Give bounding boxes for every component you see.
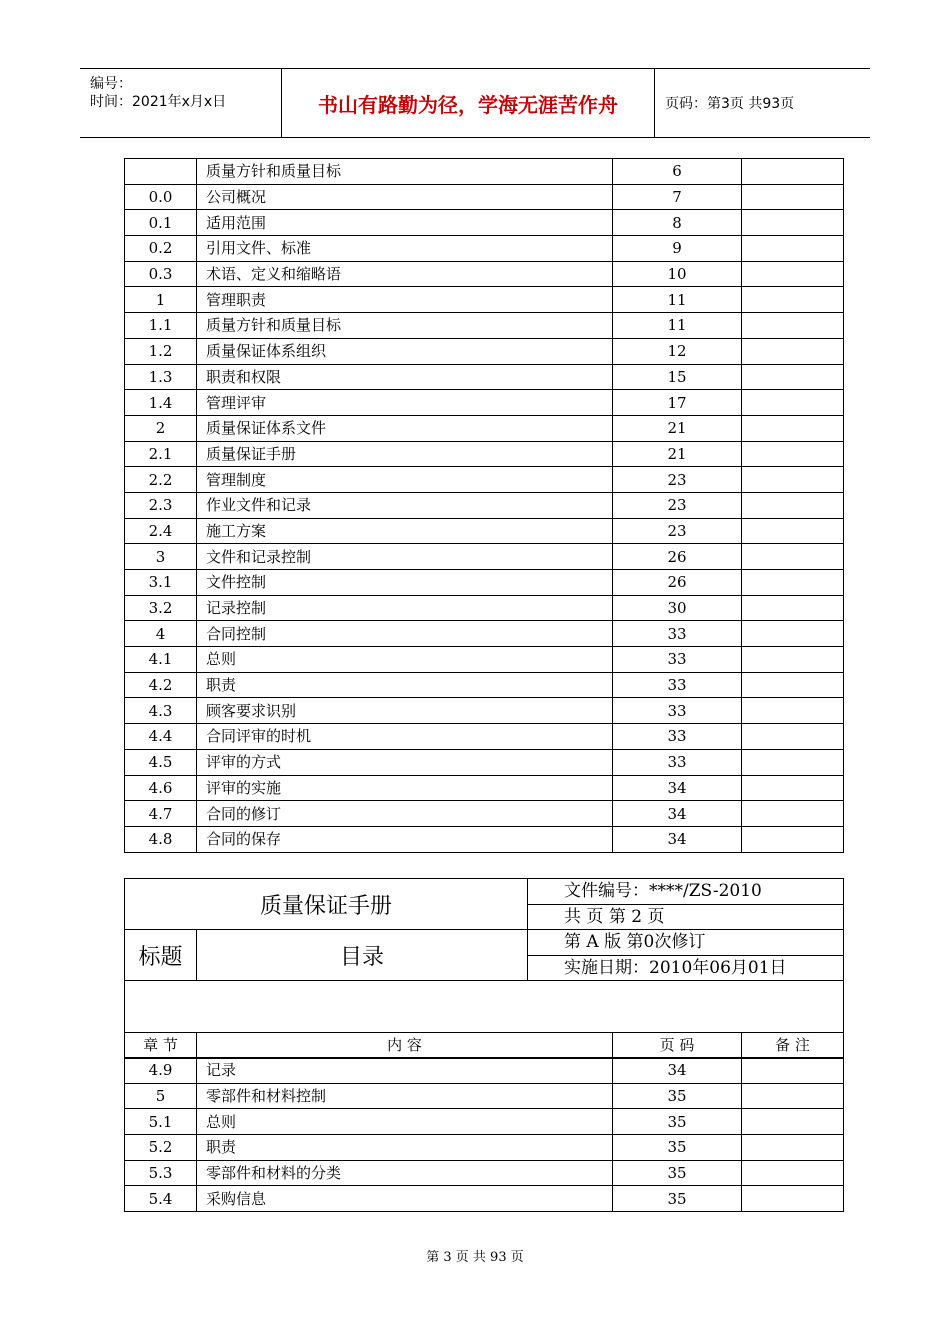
note-cell xyxy=(742,390,844,416)
page-number: 33 xyxy=(613,621,742,647)
note-cell xyxy=(742,1109,844,1135)
toc-table-top xyxy=(124,158,844,853)
section-title: 作业文件和记录 xyxy=(197,492,613,518)
section-title: 质量保证手册 xyxy=(197,441,613,467)
note-cell xyxy=(742,467,844,493)
page-number: 8 xyxy=(613,210,742,236)
section-number: 5.3 xyxy=(125,1160,197,1186)
section-title: 采购信息 xyxy=(197,1186,613,1212)
section-number: 1.4 xyxy=(125,390,197,416)
section-number: 4.6 xyxy=(125,775,197,801)
note-cell xyxy=(742,544,844,570)
col-header-chapter: 章 节 xyxy=(125,1033,197,1059)
table-row xyxy=(125,492,844,518)
table-row xyxy=(125,749,844,775)
section-title: 质量保证体系文件 xyxy=(197,415,613,441)
section-title: 合同评审的时机 xyxy=(197,724,613,750)
section-title: 质量保证体系组织 xyxy=(197,338,613,364)
page-number: 23 xyxy=(613,492,742,518)
note-cell xyxy=(742,775,844,801)
section-number: 1.3 xyxy=(125,364,197,390)
section-title: 评审的实施 xyxy=(197,775,613,801)
section-number: 4.2 xyxy=(125,672,197,698)
section-number: 0.0 xyxy=(125,184,197,210)
section-title: 管理评审 xyxy=(197,390,613,416)
page-number: 35 xyxy=(613,1186,742,1212)
section-number: 2.4 xyxy=(125,518,197,544)
section-number: 5.2 xyxy=(125,1135,197,1161)
section-number: 4.3 xyxy=(125,698,197,724)
note-cell xyxy=(742,724,844,750)
note-cell xyxy=(742,287,844,313)
section-number: 2.3 xyxy=(125,492,197,518)
section-title: 引用文件、标准 xyxy=(197,236,613,262)
section-number: 2.2 xyxy=(125,467,197,493)
section-title: 零部件和材料控制 xyxy=(197,1083,613,1109)
section-number: 0.3 xyxy=(125,261,197,287)
page-number: 33 xyxy=(613,749,742,775)
note-cell xyxy=(742,364,844,390)
table-row xyxy=(125,184,844,210)
page-number: 34 xyxy=(613,801,742,827)
page-number: 26 xyxy=(613,544,742,570)
table-row xyxy=(125,544,844,570)
note-cell xyxy=(742,492,844,518)
section-title: 合同控制 xyxy=(197,621,613,647)
section-title: 顾客要求识别 xyxy=(197,698,613,724)
table-row xyxy=(125,570,844,596)
note-cell xyxy=(742,801,844,827)
section-title: 总则 xyxy=(197,647,613,673)
page-count: 共 页 第 2 页 xyxy=(528,904,844,930)
note-cell xyxy=(742,210,844,236)
page-number: 35 xyxy=(613,1160,742,1186)
page-number: 35 xyxy=(613,1109,742,1135)
note-cell xyxy=(742,1186,844,1212)
note-cell xyxy=(742,672,844,698)
section-number: 0.1 xyxy=(125,210,197,236)
section-number: 1.2 xyxy=(125,338,197,364)
manual-title-block xyxy=(124,878,844,1059)
section-number: 4 xyxy=(125,621,197,647)
page-number: 11 xyxy=(613,287,742,313)
note-cell xyxy=(742,338,844,364)
page-number: 15 xyxy=(613,364,742,390)
note-cell xyxy=(742,261,844,287)
table-row xyxy=(125,236,844,262)
section-title: 文件控制 xyxy=(197,570,613,596)
section-number: 4.8 xyxy=(125,826,197,852)
table-row xyxy=(125,621,844,647)
table-row xyxy=(125,698,844,724)
doc-number: 文件编号：****/ZS-2010 xyxy=(528,879,844,905)
col-header-note: 备 注 xyxy=(742,1033,844,1059)
header-motto: 书山有路勤为径，学海无涯苦作舟 xyxy=(282,69,655,137)
note-cell xyxy=(742,415,844,441)
blank-row xyxy=(125,981,844,1033)
page-number: 12 xyxy=(613,338,742,364)
note-cell xyxy=(742,184,844,210)
note-cell xyxy=(742,826,844,852)
page-number: 35 xyxy=(613,1135,742,1161)
section-title: 管理职责 xyxy=(197,287,613,313)
page-number: 9 xyxy=(613,236,742,262)
section-title: 职责 xyxy=(197,672,613,698)
col-header-content: 内 容 xyxy=(197,1033,613,1059)
section-title: 合同的保存 xyxy=(197,826,613,852)
page-number: 23 xyxy=(613,518,742,544)
doc-date-label: 时间：2021年x月x日 xyxy=(90,94,227,110)
table-row xyxy=(125,1135,844,1161)
table-row xyxy=(125,441,844,467)
note-cell xyxy=(742,518,844,544)
section-number: 1 xyxy=(125,287,197,313)
section-number: 1.1 xyxy=(125,313,197,339)
table-row xyxy=(125,672,844,698)
page-number: 34 xyxy=(613,826,742,852)
header-page-info: 页码：第3页 共93页 xyxy=(665,96,795,112)
section-title: 术语、定义和缩略语 xyxy=(197,261,613,287)
table-row xyxy=(125,1186,844,1212)
note-cell xyxy=(742,1160,844,1186)
section-number: 5.1 xyxy=(125,1109,197,1135)
table-row xyxy=(125,647,844,673)
effective-date: 实施日期：2010年06月01日 xyxy=(528,955,844,981)
page-header xyxy=(80,68,870,138)
section-number: 2 xyxy=(125,415,197,441)
section-title: 文件和记录控制 xyxy=(197,544,613,570)
section-title: 记录控制 xyxy=(197,595,613,621)
note-cell xyxy=(742,441,844,467)
table-row xyxy=(125,801,844,827)
note-cell xyxy=(742,595,844,621)
page-number: 17 xyxy=(613,390,742,416)
page-number: 26 xyxy=(613,570,742,596)
table-row xyxy=(125,313,844,339)
table-row xyxy=(125,826,844,852)
manual-title: 质量保证手册 xyxy=(125,879,528,930)
table-row xyxy=(125,1160,844,1186)
table-row xyxy=(125,1083,844,1109)
section-title: 记录 xyxy=(197,1058,613,1084)
section-number: 4.4 xyxy=(125,724,197,750)
table-row xyxy=(125,287,844,313)
note-cell xyxy=(742,570,844,596)
note-cell xyxy=(742,1058,844,1084)
section-title: 总则 xyxy=(197,1109,613,1135)
section-number: 4.7 xyxy=(125,801,197,827)
section-number: 4.9 xyxy=(125,1058,197,1084)
section-number: 0.2 xyxy=(125,236,197,262)
table-row xyxy=(125,724,844,750)
table-row xyxy=(125,261,844,287)
section-number: 3.2 xyxy=(125,595,197,621)
section-number: 3 xyxy=(125,544,197,570)
table-row xyxy=(125,210,844,236)
page-number: 35 xyxy=(613,1083,742,1109)
subject-title: 目录 xyxy=(197,930,528,981)
table-row xyxy=(125,467,844,493)
section-title: 零部件和材料的分类 xyxy=(197,1160,613,1186)
table-row xyxy=(125,1109,844,1135)
page-number: 33 xyxy=(613,724,742,750)
header-info-cell xyxy=(80,69,282,137)
section-number: 3.1 xyxy=(125,570,197,596)
page-number: 10 xyxy=(613,261,742,287)
section-title: 合同的修订 xyxy=(197,801,613,827)
table-row xyxy=(125,338,844,364)
section-number: 4.1 xyxy=(125,647,197,673)
section-title: 职责和权限 xyxy=(197,364,613,390)
toc-table-bottom xyxy=(124,1057,844,1212)
page-number: 11 xyxy=(613,313,742,339)
note-cell xyxy=(742,159,844,185)
table-row xyxy=(125,775,844,801)
page-number: 23 xyxy=(613,467,742,493)
section-title: 公司概况 xyxy=(197,184,613,210)
section-number: 2.1 xyxy=(125,441,197,467)
section-title: 管理制度 xyxy=(197,467,613,493)
subject-label: 标题 xyxy=(125,930,197,981)
page-number: 33 xyxy=(613,698,742,724)
section-number: 5.4 xyxy=(125,1186,197,1212)
table-row xyxy=(125,390,844,416)
page-number: 33 xyxy=(613,672,742,698)
note-cell xyxy=(742,236,844,262)
table-row xyxy=(125,364,844,390)
section-title: 质量方针和质量目标 xyxy=(197,313,613,339)
section-title: 施工方案 xyxy=(197,518,613,544)
page-number: 21 xyxy=(613,415,742,441)
note-cell xyxy=(742,698,844,724)
section-title: 质量方针和质量目标 xyxy=(197,159,613,185)
section-title: 适用范围 xyxy=(197,210,613,236)
page-number: 7 xyxy=(613,184,742,210)
table-row xyxy=(125,518,844,544)
note-cell xyxy=(742,1083,844,1109)
page-number: 34 xyxy=(613,775,742,801)
page-footer: 第 3 页 共 93 页 xyxy=(426,1250,524,1265)
note-cell xyxy=(742,313,844,339)
page-number: 21 xyxy=(613,441,742,467)
section-number: 4.5 xyxy=(125,749,197,775)
section-number: 5 xyxy=(125,1083,197,1109)
note-cell xyxy=(742,749,844,775)
note-cell xyxy=(742,621,844,647)
page-number: 30 xyxy=(613,595,742,621)
table-row xyxy=(125,1058,844,1084)
col-header-page: 页 码 xyxy=(613,1033,742,1059)
page-number: 33 xyxy=(613,647,742,673)
table-row xyxy=(125,415,844,441)
note-cell xyxy=(742,1135,844,1161)
page-number: 6 xyxy=(613,159,742,185)
note-cell xyxy=(742,647,844,673)
doc-code-label: 编号： xyxy=(90,76,132,92)
table-row xyxy=(125,595,844,621)
section-title: 评审的方式 xyxy=(197,749,613,775)
table-row xyxy=(125,159,844,185)
section-title: 职责 xyxy=(197,1135,613,1161)
page-number: 34 xyxy=(613,1058,742,1084)
version-info: 第 A 版 第0次修订 xyxy=(528,930,844,956)
section-number xyxy=(125,159,197,185)
